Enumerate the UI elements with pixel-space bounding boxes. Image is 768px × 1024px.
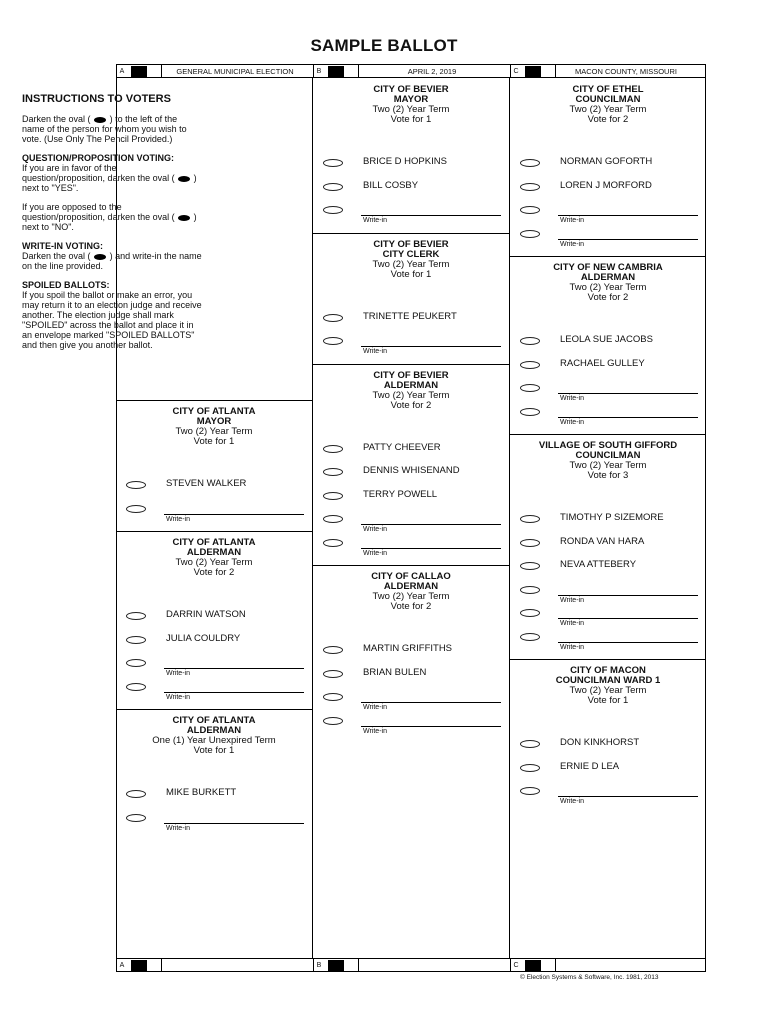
write-in-line[interactable] xyxy=(164,692,304,693)
timing-mark xyxy=(525,960,541,971)
contest-jurisdiction: CITY OF ATLANTA xyxy=(172,537,256,548)
vote-oval[interactable] xyxy=(520,159,540,167)
vote-oval[interactable] xyxy=(126,505,146,513)
vote-oval[interactable] xyxy=(126,814,146,822)
contest-header xyxy=(313,572,509,612)
write-in-row[interactable] xyxy=(313,203,509,223)
candidate-name: BRICE D HOPKINS xyxy=(363,156,447,167)
candidate-name: DARRIN WATSON xyxy=(166,609,246,620)
write-in-row[interactable] xyxy=(116,656,312,676)
timing-mark xyxy=(131,66,147,77)
write-in-label: Write-in xyxy=(560,240,584,248)
corner-a-mark: A xyxy=(119,961,125,969)
contest-header xyxy=(313,85,509,125)
contest-header xyxy=(510,666,706,706)
write-in-label: Write-in xyxy=(166,824,190,832)
write-in-label: Write-in xyxy=(363,526,387,533)
candidate-row[interactable] xyxy=(313,643,509,663)
vote-oval[interactable] xyxy=(323,159,343,167)
contest-vote-for: Vote for 1 xyxy=(193,436,235,447)
contest-header xyxy=(510,85,706,125)
contest-divider xyxy=(313,364,509,365)
write-in-label: Write-in xyxy=(363,217,387,224)
write-in-row[interactable] xyxy=(313,714,509,734)
write-in-row[interactable] xyxy=(510,227,706,247)
contest-term: Two (2) Year Term xyxy=(569,685,647,696)
contest-office: ALDERMAN xyxy=(580,272,636,283)
contest-divider xyxy=(313,565,509,566)
vote-oval[interactable] xyxy=(323,717,343,725)
vote-oval[interactable] xyxy=(126,481,146,489)
write-in-line[interactable] xyxy=(361,346,501,347)
write-in-line[interactable] xyxy=(361,702,501,703)
corner-c-mark: C xyxy=(513,67,519,75)
write-in-row[interactable] xyxy=(313,536,509,556)
candidate-row[interactable] xyxy=(313,442,509,462)
contest-term: Two (2) Year Term xyxy=(569,282,647,293)
ballot-header-bar xyxy=(116,64,706,78)
vote-oval[interactable] xyxy=(520,361,540,369)
write-in-label: Write-in xyxy=(166,670,190,677)
candidate-row[interactable] xyxy=(116,633,312,653)
contest-header xyxy=(510,263,706,303)
contest-jurisdiction: CITY OF ETHEL xyxy=(572,84,644,95)
contest-vote-for: Vote for 1 xyxy=(193,745,235,756)
write-in-line[interactable] xyxy=(558,215,698,216)
candidate-row[interactable] xyxy=(510,737,706,757)
write-in-row[interactable] xyxy=(510,203,706,223)
contest-jurisdiction: CITY OF ATLANTA xyxy=(172,406,256,417)
vote-oval[interactable] xyxy=(520,633,540,641)
vote-oval[interactable] xyxy=(323,539,343,547)
write-in-row[interactable] xyxy=(313,512,509,532)
vote-oval[interactable] xyxy=(520,206,540,214)
corner-b-mark: B xyxy=(316,67,322,75)
vote-oval[interactable] xyxy=(520,337,540,345)
candidate-name: PATTY CHEEVER xyxy=(363,441,441,453)
candidate-row[interactable] xyxy=(313,156,509,176)
write-in-line[interactable] xyxy=(558,417,698,418)
contest-office: ALDERMAN xyxy=(383,379,439,391)
candidate-row[interactable] xyxy=(116,478,312,498)
write-in-line[interactable] xyxy=(361,726,501,727)
timing-mark xyxy=(328,66,344,77)
contest-office: ALDERMAN xyxy=(186,725,242,736)
filled-oval-icon xyxy=(94,117,106,123)
candidate-name: LOREN J MORFORD xyxy=(560,179,652,191)
vote-oval[interactable] xyxy=(126,659,146,667)
write-in-label: Write-in xyxy=(560,418,584,426)
write-in-label: Write-in xyxy=(166,693,190,701)
candidate-name: ERNIE D LEA xyxy=(560,760,620,772)
candidate-row[interactable] xyxy=(510,358,706,378)
vote-oval[interactable] xyxy=(323,515,343,523)
candidate-row[interactable] xyxy=(313,180,509,200)
contest-jurisdiction: CITY OF MACON xyxy=(570,665,646,676)
vote-oval[interactable] xyxy=(520,539,540,547)
write-in-line[interactable] xyxy=(361,548,501,549)
contest-jurisdiction: CITY OF BEVIER xyxy=(373,238,449,250)
candidate-row[interactable] xyxy=(510,156,706,176)
write-in-line[interactable] xyxy=(164,668,304,669)
contest-jurisdiction: CITY OF BEVIER xyxy=(373,84,449,95)
contest-vote-for: Vote for 2 xyxy=(587,114,629,125)
instructions-divider xyxy=(116,400,312,401)
write-in-line[interactable] xyxy=(164,823,304,824)
contest-term: Two (2) Year Term xyxy=(175,426,253,437)
contest-header xyxy=(510,441,706,481)
vote-oval[interactable] xyxy=(126,612,146,620)
contest-term: Two (2) Year Term xyxy=(372,591,450,602)
vote-oval[interactable] xyxy=(520,764,540,772)
vote-oval[interactable] xyxy=(520,609,540,617)
write-in-label: Write-in xyxy=(560,395,584,402)
write-in-line[interactable] xyxy=(164,514,304,515)
candidate-name: JULIA COULDRY xyxy=(166,632,241,644)
write-in-label: Write-in xyxy=(363,549,387,557)
contest-jurisdiction: CITY OF BEVIER xyxy=(373,369,449,381)
writein-heading: WRITE-IN VOTING: xyxy=(22,241,103,251)
contest-jurisdiction: CITY OF ATLANTA xyxy=(172,715,256,726)
timing-mark xyxy=(328,960,344,971)
ballot-column-2 xyxy=(313,78,509,958)
contest-office: CITY CLERK xyxy=(382,248,440,260)
candidate-name: BILL COSBY xyxy=(363,179,419,191)
candidate-name: NORMAN GOFORTH xyxy=(560,156,653,167)
vote-oval[interactable] xyxy=(520,515,540,523)
vote-oval[interactable] xyxy=(126,636,146,644)
contest-term: One (1) Year Unexpired Term xyxy=(152,735,276,746)
vote-oval[interactable] xyxy=(323,646,343,654)
election-name: GENERAL MUNICIPAL ELECTION xyxy=(176,66,294,76)
vote-oval[interactable] xyxy=(520,183,540,191)
contest-divider xyxy=(116,531,312,532)
candidate-name: BRIAN BULEN xyxy=(363,666,427,678)
candidate-name: TRINETTE PEUKERT xyxy=(363,310,457,322)
candidate-name: RACHAEL GULLEY xyxy=(560,357,645,369)
candidate-name: DENNIS WHISENAND xyxy=(363,465,460,476)
write-in-row[interactable] xyxy=(116,680,312,700)
candidate-name: MARTIN GRIFFITHS xyxy=(363,643,453,654)
candidate-row[interactable] xyxy=(313,465,509,485)
contest-divider xyxy=(510,659,706,660)
contest-term: Two (2) Year Term xyxy=(372,258,450,270)
write-in-label: Write-in xyxy=(560,643,584,651)
ballot-title: SAMPLE BALLOT xyxy=(310,36,458,55)
write-in-label: Write-in xyxy=(560,620,584,627)
candidate-name: RONDA VAN HARA xyxy=(560,535,645,547)
filled-oval-icon xyxy=(178,176,190,182)
contest-office: MAYOR xyxy=(196,416,232,427)
contest-term: Two (2) Year Term xyxy=(372,389,450,401)
filled-oval-icon xyxy=(94,254,106,260)
contest-office: MAYOR xyxy=(393,94,429,105)
contest-office: ALDERMAN xyxy=(383,581,439,592)
candidate-name: TIMOTHY P SIZEMORE xyxy=(560,512,664,523)
ballot-column-3 xyxy=(510,78,706,958)
candidate-row[interactable] xyxy=(313,489,509,509)
contest-header xyxy=(116,716,312,756)
vote-oval[interactable] xyxy=(520,787,540,795)
instructions-opposed-paragraph: If you are opposed to the question/proposition, darken the oval ( ) next to "NO". xyxy=(22,202,197,232)
write-in-row[interactable] xyxy=(510,583,706,603)
write-in-line[interactable] xyxy=(558,393,698,394)
instructions-spoiled-paragraph: SPOILED BALLOTS: If you spoil the ballot or make an error, you may return it to an election judge and receive another. The election judge shall mark "SPOILED" across the ballot and place it in an envelope marked "SPOILED BALLOTS" and then give you another ballot. xyxy=(22,280,202,350)
write-in-line[interactable] xyxy=(558,618,698,619)
write-in-row[interactable] xyxy=(510,630,706,650)
vote-oval[interactable] xyxy=(520,586,540,594)
vote-oval[interactable] xyxy=(126,683,146,691)
write-in-label: Write-in xyxy=(560,798,584,805)
contest-vote-for: Vote for 2 xyxy=(193,567,235,578)
write-in-label: Write-in xyxy=(363,348,387,355)
county-name: MACON COUNTY, MISSOURI xyxy=(575,66,677,76)
timing-mark xyxy=(525,66,541,77)
corner-b-mark: B xyxy=(316,961,322,969)
vote-oval[interactable] xyxy=(323,492,343,500)
contest-office: COUNCILMAN xyxy=(575,94,641,105)
contest-divider xyxy=(510,256,706,257)
contest-vote-for: Vote for 2 xyxy=(390,601,432,612)
write-in-line[interactable] xyxy=(558,796,698,797)
contest-header xyxy=(313,371,509,411)
contest-vote-for: Vote for 3 xyxy=(587,470,629,481)
candidate-row[interactable] xyxy=(510,536,706,556)
corner-a-mark: A xyxy=(119,67,125,75)
contest-jurisdiction: CITY OF NEW CAMBRIA xyxy=(553,262,663,273)
candidate-row[interactable] xyxy=(510,512,706,532)
write-in-line[interactable] xyxy=(558,595,698,596)
write-in-label: Write-in xyxy=(363,704,387,711)
contest-office: COUNCILMAN WARD 1 xyxy=(555,675,661,686)
contest-divider xyxy=(313,233,509,234)
contest-jurisdiction: CITY OF CALLAO xyxy=(371,571,451,582)
candidate-name: STEVEN WALKER xyxy=(166,478,247,489)
vote-oval[interactable] xyxy=(323,337,343,345)
contest-vote-for: Vote for 1 xyxy=(587,695,629,706)
candidate-row[interactable] xyxy=(510,334,706,354)
candidate-row[interactable] xyxy=(510,180,706,200)
candidate-name: NEVA ATTEBERY xyxy=(560,559,637,570)
contest-term: Two (2) Year Term xyxy=(569,460,647,471)
write-in-label: Write-in xyxy=(363,727,387,735)
contest-term: Two (2) Year Term xyxy=(175,557,253,568)
vote-oval[interactable] xyxy=(323,468,343,476)
instructions-question-paragraph: QUESTION/PROPOSITION VOTING: If you are in favor of the question/proposition, darken the oval ( ) next to "YES". xyxy=(22,153,202,193)
contest-header xyxy=(116,538,312,578)
write-in-row[interactable] xyxy=(116,811,312,831)
candidate-row[interactable] xyxy=(116,609,312,629)
candidate-name: MIKE BURKETT xyxy=(166,787,237,798)
contest-term: Two (2) Year Term xyxy=(569,104,647,115)
contest-divider xyxy=(116,709,312,710)
copyright-notice: © Election Systems & Software, Inc. 1981, 2013 xyxy=(520,974,659,981)
instructions-oval-paragraph: Darken the oval ( ) to the left of the name of the person for whom you wish to vote. (Use Only The Pencil Provided.) xyxy=(22,114,187,144)
vote-oval[interactable] xyxy=(323,693,343,701)
vote-oval[interactable] xyxy=(520,408,540,416)
question-heading: QUESTION/PROPOSITION VOTING: xyxy=(22,153,175,163)
vote-oval[interactable] xyxy=(323,206,343,214)
election-date: APRIL 2, 2019 xyxy=(407,66,457,76)
corner-c-mark: C xyxy=(513,961,519,969)
contest-header xyxy=(313,240,509,280)
contest-header xyxy=(116,407,312,447)
candidate-row[interactable] xyxy=(510,559,706,579)
vote-oval[interactable] xyxy=(126,790,146,798)
ballot-footer-bar xyxy=(116,958,706,972)
vote-oval[interactable] xyxy=(323,183,343,191)
vote-oval[interactable] xyxy=(520,740,540,748)
contest-jurisdiction: VILLAGE OF SOUTH GIFFORD xyxy=(538,440,678,451)
candidate-row[interactable] xyxy=(313,667,509,687)
write-in-row[interactable] xyxy=(510,784,706,804)
write-in-row[interactable] xyxy=(313,690,509,710)
candidate-row[interactable] xyxy=(116,787,312,807)
write-in-line[interactable] xyxy=(558,239,698,240)
contest-vote-for: Vote for 1 xyxy=(390,268,432,280)
ballot-sheet xyxy=(116,64,706,972)
contest-divider xyxy=(510,434,706,435)
write-in-line[interactable] xyxy=(558,642,698,643)
instructions-panel xyxy=(22,94,202,359)
write-in-row[interactable] xyxy=(116,502,312,522)
candidate-name: TERRY POWELL xyxy=(363,488,438,500)
vote-oval[interactable] xyxy=(520,384,540,392)
write-in-line[interactable] xyxy=(361,524,501,525)
write-in-label: Write-in xyxy=(166,515,190,523)
vote-oval[interactable] xyxy=(323,445,343,453)
filled-oval-icon xyxy=(178,215,190,221)
candidate-row[interactable] xyxy=(313,311,509,331)
candidate-row[interactable] xyxy=(510,761,706,781)
candidate-name: DON KINKHORST xyxy=(560,737,640,748)
write-in-row[interactable] xyxy=(510,606,706,626)
contest-office: COUNCILMAN xyxy=(575,450,641,461)
vote-oval[interactable] xyxy=(520,562,540,570)
write-in-line[interactable] xyxy=(361,215,501,216)
instructions-heading: INSTRUCTIONS TO VOTERS xyxy=(22,93,171,105)
timing-mark xyxy=(131,960,147,971)
instructions-writein-paragraph: WRITE-IN VOTING: Darken the oval ( ) and write-in the name on the line provided. xyxy=(22,241,202,271)
spoiled-heading: SPOILED BALLOTS: xyxy=(22,280,110,290)
write-in-row[interactable] xyxy=(510,381,706,401)
contest-term: Two (2) Year Term xyxy=(372,104,450,115)
vote-oval[interactable] xyxy=(323,670,343,678)
contest-vote-for: Vote for 2 xyxy=(587,292,629,303)
contest-vote-for: Vote for 1 xyxy=(390,114,432,125)
contest-vote-for: Vote for 2 xyxy=(390,399,432,411)
candidate-name: LEOLA SUE JACOBS xyxy=(560,334,653,345)
vote-oval[interactable] xyxy=(520,230,540,238)
write-in-row[interactable] xyxy=(313,334,509,354)
vote-oval[interactable] xyxy=(323,314,343,322)
write-in-row[interactable] xyxy=(510,405,706,425)
contest-office: ALDERMAN xyxy=(186,547,242,558)
write-in-label: Write-in xyxy=(560,596,584,604)
write-in-label: Write-in xyxy=(560,217,584,224)
